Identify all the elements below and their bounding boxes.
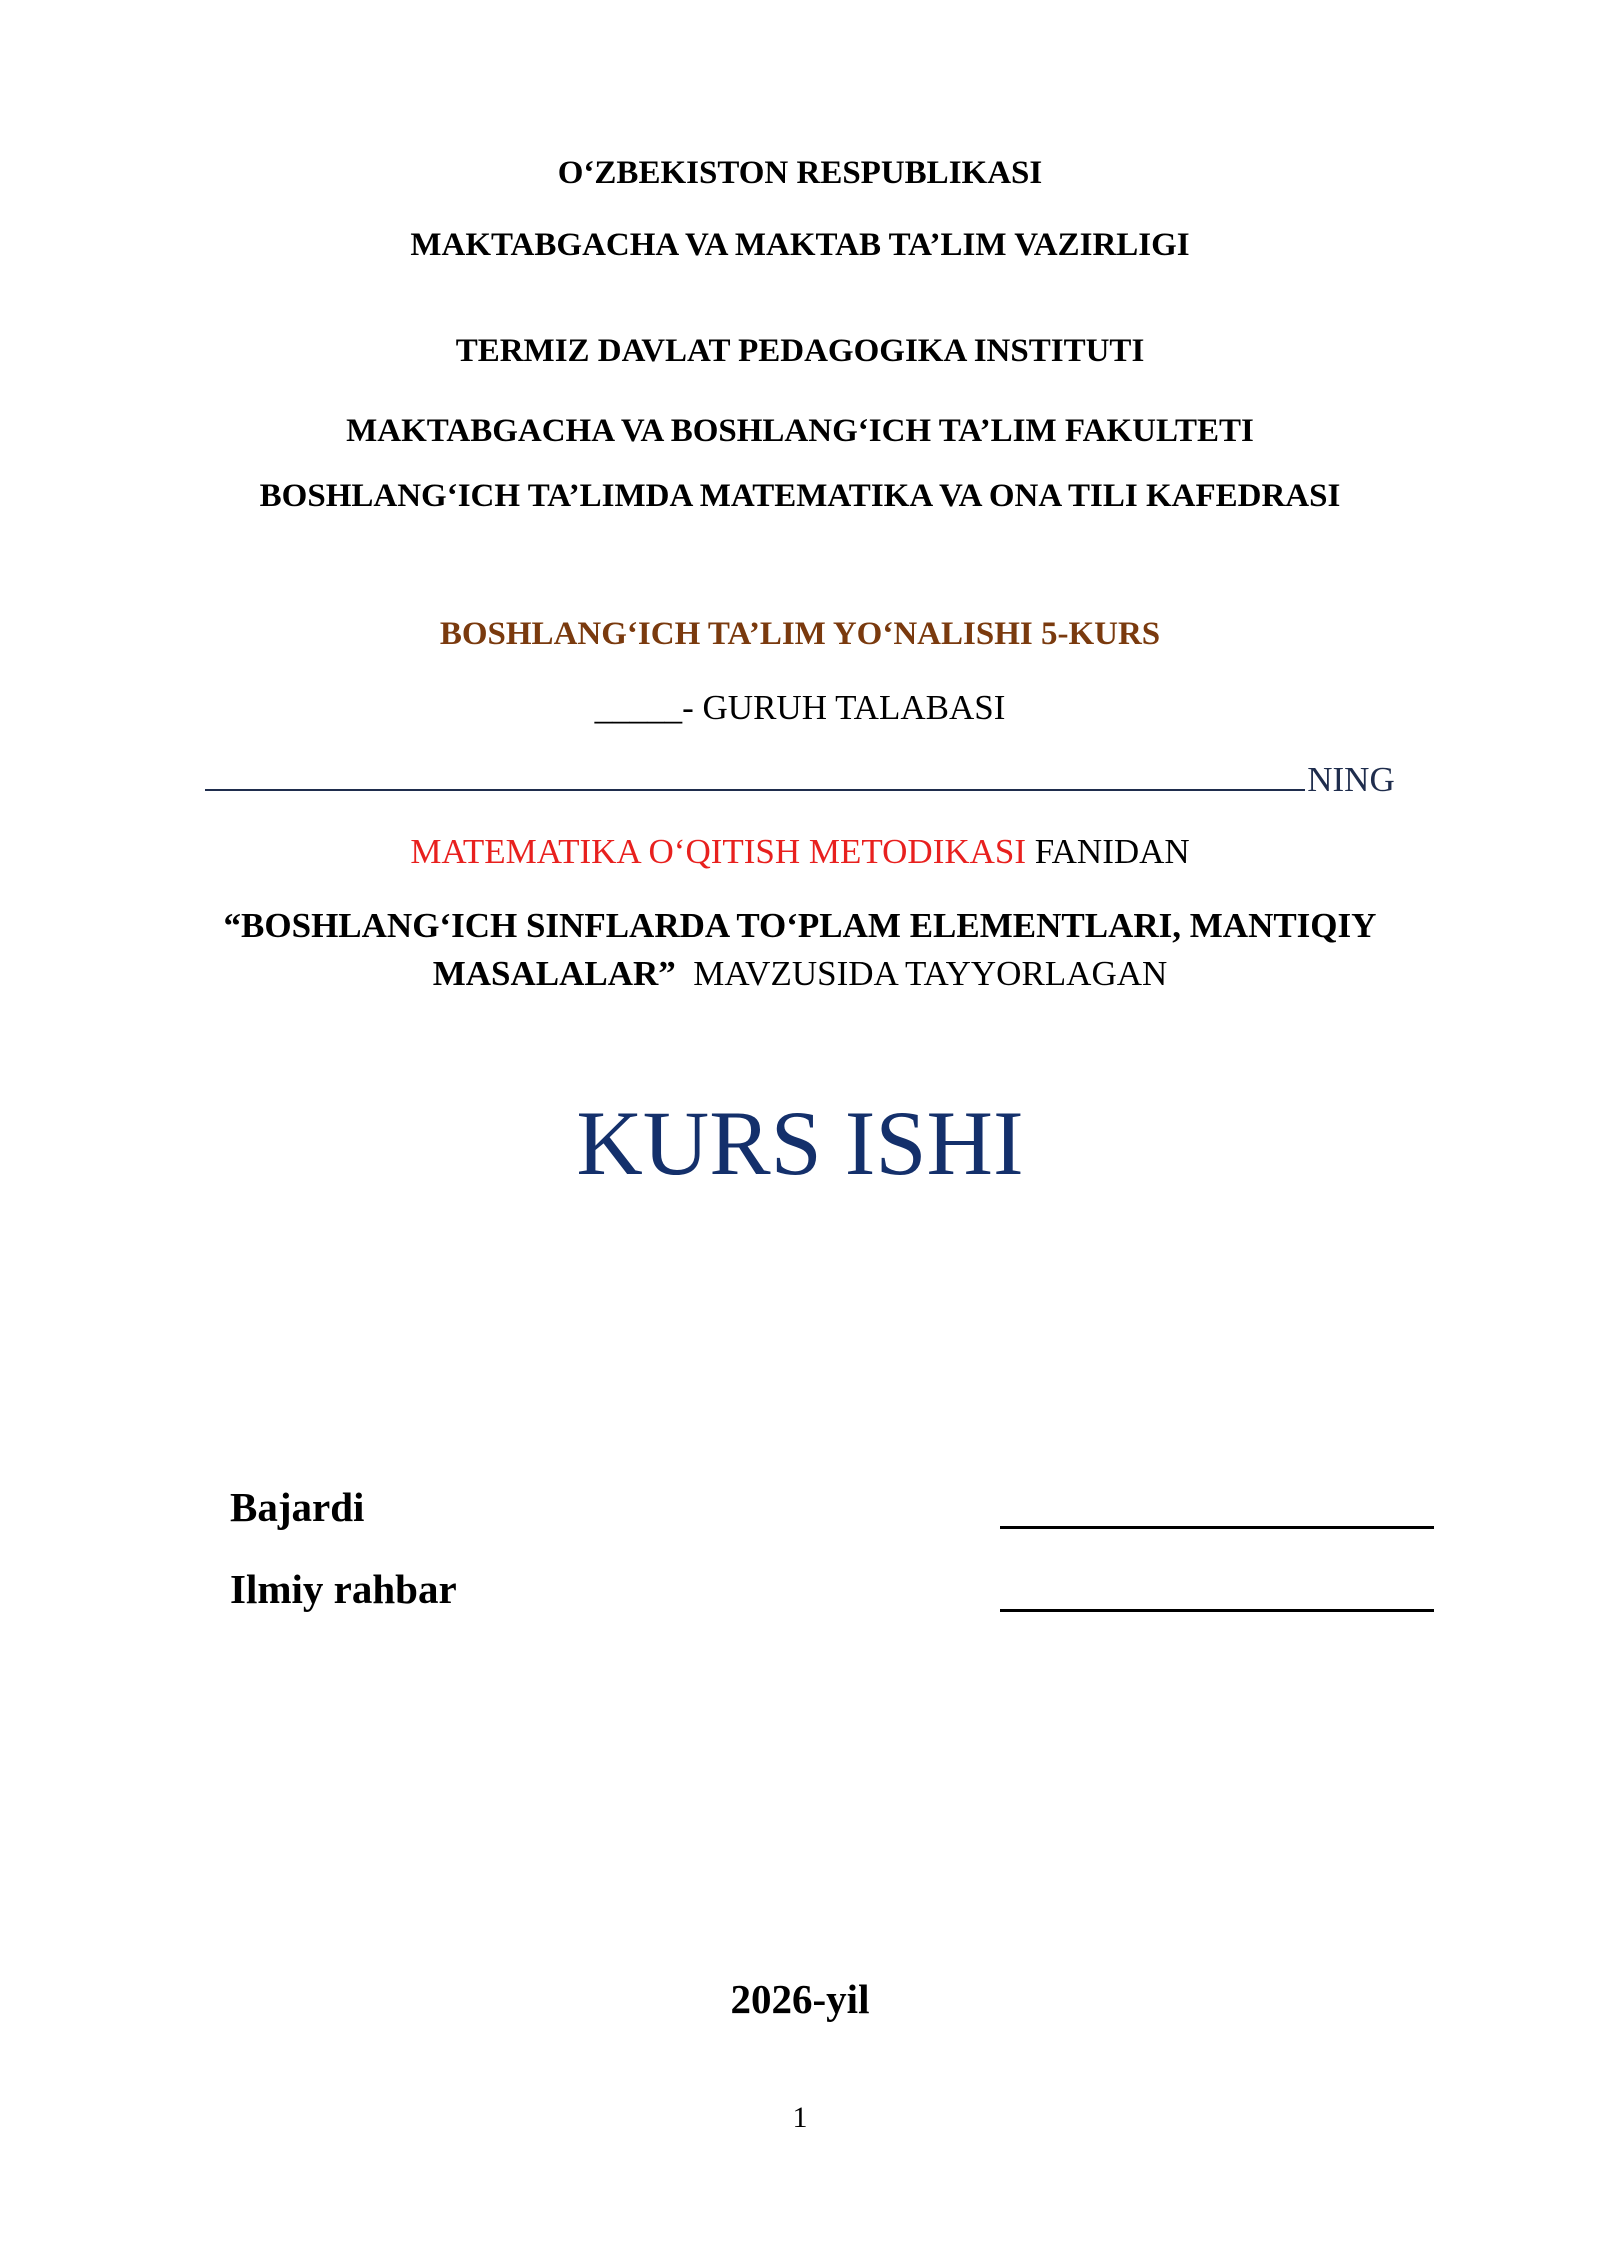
subject-suffix: FANIDAN [1026, 832, 1190, 871]
name-underline [205, 763, 1305, 791]
student-name-line [0, 760, 1600, 800]
performer-signature-line [1000, 1526, 1434, 1529]
topic-line-2-bold: MASALALAR” [432, 954, 676, 993]
direction-line: BOSHLANG‘ICH TA’LIM YO‘NALISHI 5-KURS [439, 616, 1161, 652]
group-line: _____- GURUH TALABASI [594, 688, 1006, 727]
document-title: KURS ISHI [576, 1092, 1024, 1194]
subject-name: MATEMATIKA O‘QITISH METODIKASI [410, 832, 1027, 871]
topic-line-2-rest: MAVZUSIDA TAYYORLAGAN [675, 954, 1168, 993]
topic-line-1: “BOSHLANG‘ICH SINFLARDA TO‘PLAM ELEMENTLARI, MANTIQIY [223, 906, 1377, 945]
supervisor-signature-line [1000, 1609, 1434, 1612]
faculty-heading: MAKTABGACHA VA BOSHLANG‘ICH TA’LIM FAKULTETI [346, 413, 1254, 449]
page-number: 1 [792, 2101, 808, 2134]
department-heading: BOSHLANG‘ICH TA’LIMDA MATEMATIKA VA ONA TILI KAFEDRASI [259, 478, 1341, 514]
year: 2026-yil [730, 1976, 870, 2022]
subject-line [0, 832, 1600, 872]
performer-label: Bajardi [230, 1484, 365, 1530]
name-suffix: NING [1307, 760, 1395, 799]
republic-heading: O‘ZBEKISTON RESPUBLIKASI [557, 155, 1043, 191]
ministry-heading: MAKTABGACHA VA MAKTAB TA’LIM VAZIRLIGI [410, 227, 1190, 263]
topic-line-2 [0, 954, 1600, 994]
supervisor-label: Ilmiy rahbar [230, 1566, 457, 1612]
institute-heading: TERMIZ DAVLAT PEDAGOGIKA INSTITUTI [455, 333, 1145, 369]
